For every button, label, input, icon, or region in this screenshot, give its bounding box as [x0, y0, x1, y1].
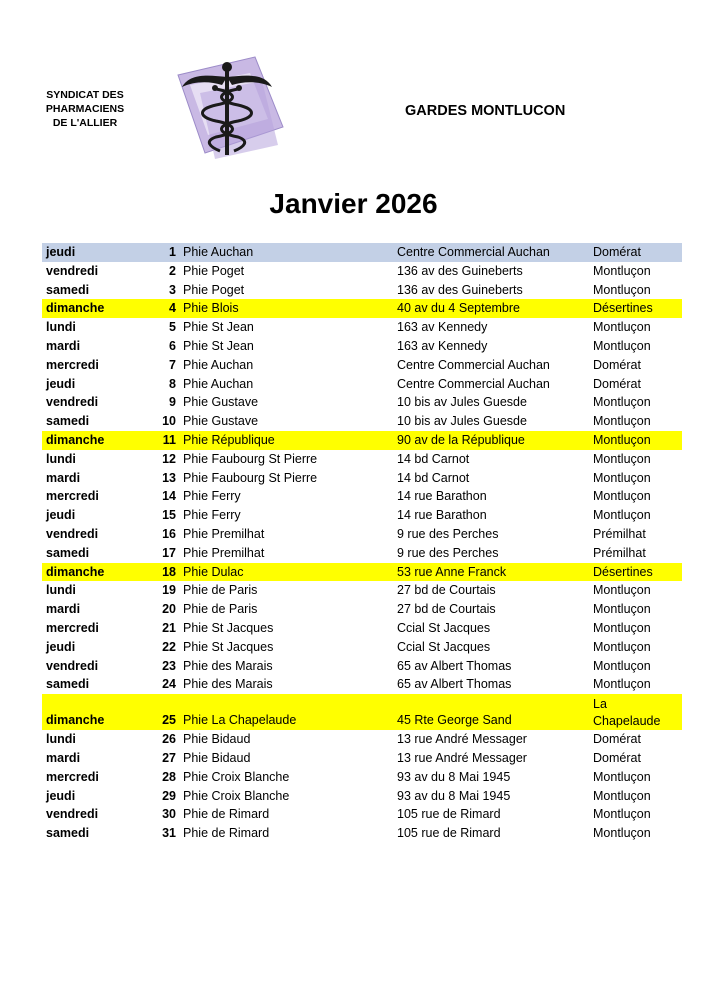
day-cell: lundi [46, 732, 76, 747]
day-cell: lundi [46, 451, 76, 466]
city-cell: Montluçon [593, 489, 651, 504]
address-cell: Centre Commercial Auchan [397, 245, 550, 259]
address-cell: 10 bis av Jules Guesde [397, 395, 527, 410]
pharmacy-cell: Phie Croix Blanche [183, 788, 290, 803]
address-cell: 14 rue Barathon [397, 508, 487, 523]
city-cell: Domérat [593, 376, 641, 391]
address-cell: 10 bis av Jules Guesde [397, 414, 527, 429]
syndicat-line: DE L'ALLIER [52, 117, 118, 129]
city-cell: Domérat [593, 357, 641, 372]
address-cell: Centre Commercial Auchan [397, 376, 550, 391]
address-cell: 65 av Albert Thomas [397, 677, 512, 692]
city-cell: Montluçon [593, 677, 651, 692]
day-cell: vendredi [46, 263, 99, 278]
pharmacy-cell: Phie Ferry [183, 508, 241, 523]
address-cell: 163 av Kennedy [397, 320, 488, 335]
address-cell: 93 av du 8 Mai 1945 [397, 788, 511, 803]
syndicat-line: PHARMACIENS [45, 103, 125, 115]
city-cell: Montluçon [593, 658, 651, 673]
date-cell: 28 [162, 769, 176, 784]
city-cell: Montluçon [593, 414, 651, 429]
pharmacy-cell: Phie St Jean [183, 320, 254, 335]
address-cell: 105 rue de Rimard [397, 807, 501, 822]
day-cell: mardi [46, 338, 81, 353]
pharmacy-cell: Phie Premilhat [183, 545, 265, 560]
address-cell: 14 rue Barathon [397, 489, 487, 504]
pharmacy-cell: Phie de Paris [183, 583, 258, 598]
pharmacy-cell: Phie de Paris [183, 602, 258, 617]
table-row [42, 243, 682, 262]
city-cell: Montluçon [593, 826, 651, 841]
pharmacy-cell: Phie La Chapelaude [183, 713, 297, 728]
table-row [42, 299, 682, 318]
pharmacy-cell: Phie de Rimard [183, 826, 270, 841]
date-cell: 1 [169, 245, 176, 259]
day-cell: mardi [46, 750, 81, 765]
address-cell: 53 rue Anne Franck [397, 564, 507, 579]
table-row [42, 412, 682, 431]
address-cell: 105 rue de Rimard [397, 826, 501, 841]
address-cell: 136 av des Guineberts [397, 263, 523, 278]
city-cell: Désertines [593, 301, 653, 316]
day-cell: samedi [46, 826, 90, 841]
city-cell: Montluçon [593, 769, 651, 784]
pharmacy-cell: Phie Gustave [183, 414, 259, 429]
date-cell: 11 [162, 432, 176, 447]
day-cell: mercredi [46, 620, 99, 635]
city-cell: Montluçon [593, 583, 651, 598]
pharmacy-cell: Phie Dulac [183, 564, 244, 579]
table-row [42, 356, 682, 375]
table-row [42, 506, 682, 525]
city-cell: Prémilhat [593, 526, 646, 541]
table-row [42, 281, 682, 300]
address-cell: 90 av de la République [397, 432, 525, 447]
date-cell: 18 [162, 564, 176, 579]
table-row [42, 805, 682, 824]
date-cell: 27 [162, 750, 176, 765]
date-cell: 20 [162, 602, 176, 617]
city-cell: Montluçon [593, 788, 651, 803]
city-cell: Montluçon [593, 807, 651, 822]
pharmacy-cell: Phie Poget [183, 263, 245, 278]
day-cell: vendredi [46, 526, 99, 541]
date-cell: 15 [162, 508, 176, 523]
table-row [42, 787, 682, 806]
table-row [42, 525, 682, 544]
table-row [42, 657, 682, 676]
pharmacy-cell: Phie Auchan [183, 376, 254, 391]
city-cell: Montluçon [593, 432, 651, 447]
address-cell: 45 Rte George Sand [397, 713, 512, 728]
table-row [42, 262, 682, 281]
city-cell: La Chapelaude [593, 697, 661, 729]
date-cell: 3 [169, 282, 176, 297]
address-cell: 40 av du 4 Septembre [397, 301, 520, 316]
address-cell: 14 bd Carnot [397, 470, 470, 485]
table-row [42, 544, 682, 563]
pharmacy-cell: Phie St Jacques [183, 639, 274, 654]
date-cell: 21 [162, 620, 176, 635]
day-cell: samedi [46, 282, 90, 297]
pharmacy-cell: Phie Bidaud [183, 732, 251, 747]
pharmacy-cell: Phie Ferry [183, 489, 241, 504]
pharmacy-cell: Phie Blois [183, 301, 239, 316]
table-row [42, 469, 682, 488]
day-cell: jeudi [46, 245, 76, 259]
table-row [42, 730, 682, 749]
day-cell: dimanche [46, 564, 105, 579]
day-cell: mercredi [46, 769, 99, 784]
pharmacy-cell: Phie Poget [183, 282, 245, 297]
day-cell: samedi [46, 677, 90, 692]
day-cell: lundi [46, 583, 76, 598]
table-row [42, 619, 682, 638]
table-row [42, 431, 682, 450]
city-cell: Montluçon [593, 451, 651, 466]
city-cell: Montluçon [593, 395, 651, 410]
city-cell: Montluçon [593, 470, 651, 485]
date-cell: 26 [162, 732, 176, 747]
date-cell: 17 [162, 545, 176, 560]
city-cell: Montluçon [593, 602, 651, 617]
city-cell: Prémilhat [593, 545, 646, 560]
pharmacy-cell: Phie Faubourg St Pierre [183, 470, 318, 485]
day-cell: dimanche [46, 301, 105, 316]
day-cell: mercredi [46, 357, 99, 372]
address-cell: 65 av Albert Thomas [397, 658, 512, 673]
address-cell: 163 av Kennedy [397, 338, 488, 353]
date-cell: 19 [162, 583, 176, 598]
date-cell: 30 [162, 807, 176, 822]
day-cell: jeudi [46, 639, 76, 654]
pharmacy-cell: Phie des Marais [183, 658, 273, 673]
pharmacy-cell: Phie des Marais [183, 677, 273, 692]
table-row [42, 638, 682, 657]
document-title: GARDES MONTLUCON [405, 103, 566, 119]
address-cell: 13 rue André Messager [397, 750, 527, 765]
table-row [42, 675, 682, 694]
date-cell: 2 [169, 263, 176, 278]
table-row [42, 824, 682, 843]
address-cell: 27 bd de Courtais [397, 583, 496, 598]
date-cell: 23 [162, 658, 176, 673]
pharmacy-cell: Phie St Jean [183, 338, 254, 353]
day-cell: dimanche [46, 432, 105, 447]
day-cell: vendredi [46, 807, 99, 822]
day-cell: vendredi [46, 395, 99, 410]
city-cell: Montluçon [593, 320, 651, 335]
table-row [42, 337, 682, 356]
table-row [42, 600, 682, 619]
date-cell: 12 [162, 451, 176, 466]
city-cell: Montluçon [593, 639, 651, 654]
date-cell: 14 [162, 489, 176, 504]
day-cell: lundi [46, 320, 76, 335]
pharmacy-cell: Phie Auchan [183, 245, 254, 259]
address-cell: 93 av du 8 Mai 1945 [397, 769, 511, 784]
pharmacy-cell: Phie Bidaud [183, 750, 251, 765]
date-cell: 22 [162, 639, 176, 654]
pharmacy-duty-table [42, 243, 682, 843]
date-cell: 25 [162, 713, 176, 728]
day-cell: jeudi [46, 788, 76, 803]
date-cell: 6 [169, 338, 176, 353]
day-cell: mardi [46, 470, 81, 485]
table-row [42, 393, 682, 412]
date-cell: 7 [169, 357, 176, 372]
syndicat-name [30, 88, 140, 130]
table-row [42, 694, 682, 730]
pharmacy-cell: Phie Croix Blanche [183, 769, 290, 784]
day-cell: dimanche [46, 713, 105, 728]
pharmacy-cell: Phie République [183, 432, 275, 447]
table-row [42, 768, 682, 787]
table-row [42, 563, 682, 582]
date-cell: 16 [162, 526, 176, 541]
address-cell: 9 rue des Perches [397, 526, 499, 541]
day-cell: vendredi [46, 658, 99, 673]
caduceus-logo-icon [160, 55, 295, 170]
address-cell: Centre Commercial Auchan [397, 357, 550, 372]
address-cell: Ccial St Jacques [397, 620, 491, 635]
city-cell: Montluçon [593, 338, 651, 353]
pharmacy-cell: Phie Faubourg St Pierre [183, 451, 318, 466]
day-cell: mercredi [46, 489, 99, 504]
pharmacy-cell: Phie Premilhat [183, 526, 265, 541]
city-cell: Montluçon [593, 620, 651, 635]
table-row [42, 318, 682, 337]
address-cell: 9 rue des Perches [397, 545, 499, 560]
address-cell: 13 rue André Messager [397, 732, 527, 747]
date-cell: 13 [162, 470, 176, 485]
date-cell: 31 [162, 826, 176, 841]
table-row [42, 749, 682, 768]
city-cell: Montluçon [593, 282, 651, 297]
date-cell: 8 [169, 376, 176, 391]
syndicat-line: SYNDICAT DES [46, 89, 124, 101]
address-cell: Ccial St Jacques [397, 639, 491, 654]
month-title: Janvier 2026 [269, 188, 438, 219]
day-cell: samedi [46, 545, 90, 560]
day-cell: samedi [46, 414, 90, 429]
city-cell: Domérat [593, 245, 641, 259]
date-cell: 29 [162, 788, 176, 803]
city-cell: Montluçon [593, 263, 651, 278]
city-cell: Domérat [593, 732, 641, 747]
address-cell: 14 bd Carnot [397, 451, 470, 466]
address-cell: 136 av des Guineberts [397, 282, 523, 297]
address-cell: 27 bd de Courtais [397, 602, 496, 617]
city-cell: Désertines [593, 564, 653, 579]
table-row [42, 450, 682, 469]
pharmacy-cell: Phie de Rimard [183, 807, 270, 822]
table-row [42, 581, 682, 600]
city-cell: Domérat [593, 750, 641, 765]
day-cell: jeudi [46, 376, 76, 391]
date-cell: 5 [169, 320, 176, 335]
pharmacy-cell: Phie St Jacques [183, 620, 274, 635]
date-cell: 24 [162, 677, 176, 692]
pharmacy-cell: Phie Auchan [183, 357, 254, 372]
date-cell: 9 [169, 395, 176, 410]
pharmacy-cell: Phie Gustave [183, 395, 259, 410]
table-row [42, 375, 682, 394]
day-cell: mardi [46, 602, 81, 617]
day-cell: jeudi [46, 508, 76, 523]
date-cell: 10 [162, 414, 176, 429]
table-row [42, 487, 682, 506]
city-cell: Montluçon [593, 508, 651, 523]
date-cell: 4 [169, 301, 176, 316]
